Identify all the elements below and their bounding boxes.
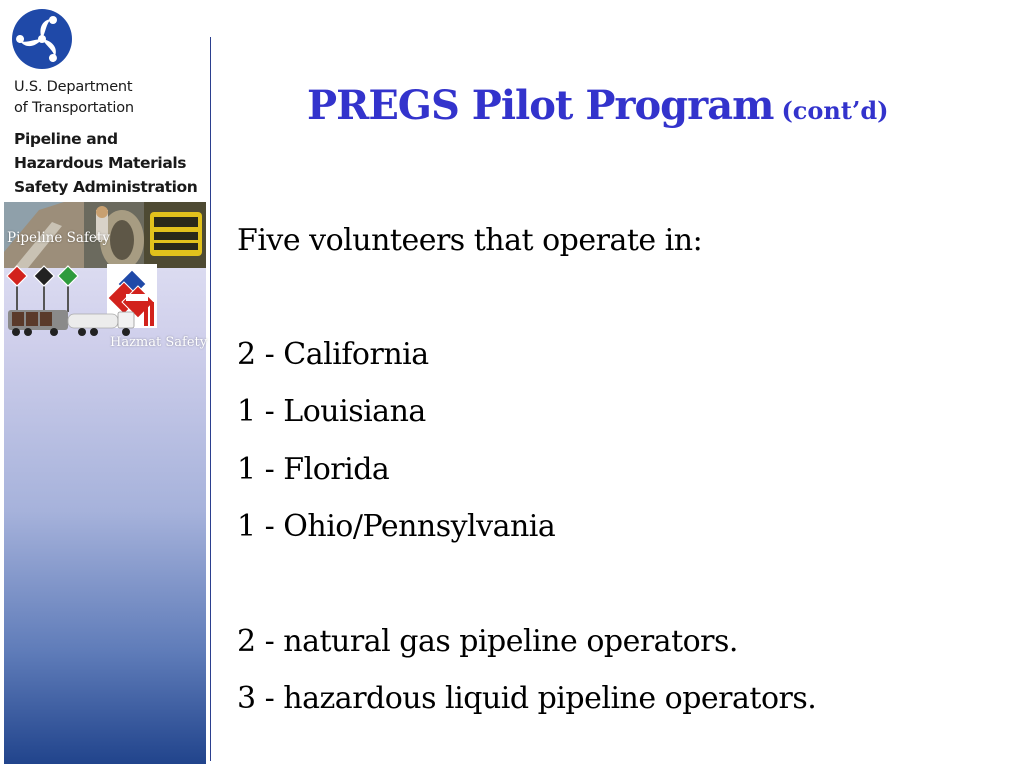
hazmat-safety-label: Hazmat Safety [110, 335, 208, 350]
operator-list-item: 3 - hazardous liquid pipeline operators. [237, 681, 817, 716]
dot-logo-icon [12, 9, 72, 69]
slide-title-main: PREGS Pilot Program [307, 82, 774, 129]
administration-name-line2: Hazardous Materials [14, 154, 187, 172]
operator-list-item: 2 - natural gas pipeline operators. [237, 624, 738, 659]
sidebar [0, 0, 212, 768]
vertical-divider [210, 37, 211, 761]
administration-name-line3: Safety Administration [14, 178, 198, 196]
administration-name-line1: Pipeline and [14, 130, 118, 148]
state-list-item: 1 - Ohio/Pennsylvania [237, 509, 556, 544]
department-name-line1: U.S. Department [14, 79, 133, 95]
slide-title [307, 82, 889, 129]
state-list-item: 1 - Louisiana [237, 394, 426, 429]
hazmat-placards-icon [4, 262, 169, 342]
department-name-line2: of Transportation [14, 100, 134, 116]
pipeline-safety-label: Pipeline Safety [7, 230, 110, 246]
slide-intro: Five volunteers that operate in: [237, 223, 703, 258]
state-list-item: 1 - Florida [237, 452, 390, 487]
slide-title-suffix: (cont’d) [781, 96, 889, 125]
state-list-item: 2 - California [237, 337, 429, 372]
